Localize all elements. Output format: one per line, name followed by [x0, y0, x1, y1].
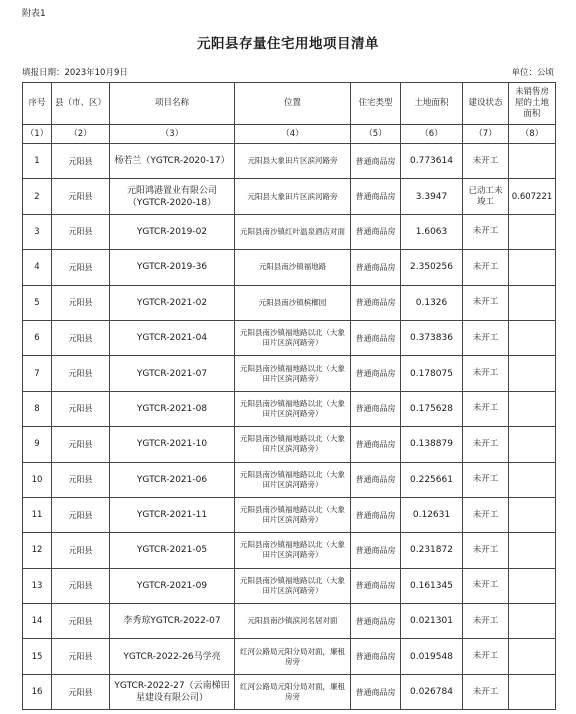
page-title: 元阳县存量住宅用地项目清单: [197, 36, 379, 52]
row-index: 15: [23, 639, 52, 674]
construction-status-cell: 未开工: [463, 285, 509, 320]
land-area-cell: 3.3947: [401, 179, 463, 214]
row-index: 6: [23, 320, 52, 355]
land-area-cell: 0.773614: [401, 144, 463, 179]
land-area-cell: 0.161345: [401, 568, 463, 603]
unsold-land-area-cell: [509, 214, 556, 249]
housing-type-cell: 普通商品房: [351, 179, 401, 214]
project-table: [22, 82, 556, 710]
unsold-land-area-cell: [509, 144, 556, 179]
project-name-cell: YGTCR-2019-36: [110, 250, 235, 285]
project-name-cell: 李秀琼YGTCR-2022-07: [110, 604, 235, 639]
unsold-land-area-cell: 0.607221: [509, 179, 556, 214]
table-row: [23, 144, 556, 179]
project-name-cell: YGTCR-2021-05: [110, 533, 235, 568]
table-row: [23, 639, 556, 674]
project-name-cell: YGTCR-2021-09: [110, 568, 235, 603]
land-area-cell: 0.12631: [401, 497, 463, 532]
column-number: （6）: [401, 125, 463, 144]
land-area-cell: 1.6063: [401, 214, 463, 249]
housing-type-cell: 普通商品房: [351, 320, 401, 355]
housing-type-cell: 普通商品房: [351, 639, 401, 674]
column-number: （8）: [509, 125, 556, 144]
project-name-cell: YGTCR-2021-11: [110, 497, 235, 532]
housing-type-cell: 普通商品房: [351, 427, 401, 462]
column-number: （3）: [110, 125, 235, 144]
land-area-cell: 0.175628: [401, 391, 463, 426]
construction-status-cell: 未开工: [463, 497, 509, 532]
project-name-cell: 杨若兰（YGTCR-2020-17）: [110, 144, 235, 179]
row-index: 16: [23, 674, 52, 709]
row-index: 13: [23, 568, 52, 603]
construction-status-cell: 未开工: [463, 639, 509, 674]
unsold-land-area-cell: [509, 497, 556, 532]
construction-status-cell: 未开工: [463, 144, 509, 179]
location-cell: 元阳县南沙镇滨河名居对面: [235, 604, 351, 639]
column-number: （5）: [351, 125, 401, 144]
county-cell: 元阳县: [52, 250, 110, 285]
location-cell: 元阳县南沙镇福地路以北（大象田片区滨河路旁）: [235, 497, 351, 532]
table-row: [23, 285, 556, 320]
project-name-cell: YGTCR-2021-02: [110, 285, 235, 320]
location-cell: 元阳县南沙镇槟榔园: [235, 285, 351, 320]
land-area-cell: 2.350256: [401, 250, 463, 285]
table-row: [23, 462, 556, 497]
construction-status-cell: 未开工: [463, 356, 509, 391]
table-row: [23, 497, 556, 532]
unsold-land-area-cell: [509, 604, 556, 639]
location-cell: 元阳县南沙镇福地路: [235, 250, 351, 285]
location-cell: 元阳县南沙镇福地路以北（大象田片区滨河路旁）: [235, 356, 351, 391]
land-area-cell: 0.019548: [401, 639, 463, 674]
unsold-land-area-cell: [509, 639, 556, 674]
table-row: [23, 674, 556, 709]
county-cell: 元阳县: [52, 604, 110, 639]
housing-type-cell: 普通商品房: [351, 356, 401, 391]
project-name-cell: YGTCR-2021-06: [110, 462, 235, 497]
construction-status-cell: 未开工: [463, 250, 509, 285]
row-index: 14: [23, 604, 52, 639]
housing-type-cell: 普通商品房: [351, 391, 401, 426]
column-header: 建设状态: [463, 83, 509, 125]
row-index: 8: [23, 391, 52, 426]
project-name-cell: YGTCR-2021-10: [110, 427, 235, 462]
project-name-cell: YGTCR-2021-04: [110, 320, 235, 355]
project-name-cell: YGTCR-2021-07: [110, 356, 235, 391]
unsold-land-area-cell: [509, 250, 556, 285]
row-index: 3: [23, 214, 52, 249]
unsold-land-area-cell: [509, 320, 556, 355]
county-cell: 元阳县: [52, 285, 110, 320]
column-header: 土地面积: [401, 83, 463, 125]
unsold-land-area-cell: [509, 391, 556, 426]
table-row: [23, 214, 556, 249]
row-index: 11: [23, 497, 52, 532]
location-cell: 元阳县南沙镇红叶温泉酒店对面: [235, 214, 351, 249]
location-cell: 元阳县南沙镇福地路以北（大象田片区滨河路旁）: [235, 391, 351, 426]
construction-status-cell: 未开工: [463, 568, 509, 603]
county-cell: 元阳县: [52, 214, 110, 249]
construction-status-cell: 未开工: [463, 674, 509, 709]
unsold-land-area-cell: [509, 674, 556, 709]
county-cell: 元阳县: [52, 533, 110, 568]
housing-type-cell: 普通商品房: [351, 674, 401, 709]
housing-type-cell: 普通商品房: [351, 533, 401, 568]
unsold-land-area-cell: [509, 356, 556, 391]
land-area-cell: 0.225661: [401, 462, 463, 497]
column-number: （4）: [235, 125, 351, 144]
table-row: [23, 533, 556, 568]
project-name-cell: YGTCR-2022-26马学亮: [110, 639, 235, 674]
location-cell: 元阳县南沙镇福地路以北（大象田片区滨河路旁）: [235, 533, 351, 568]
construction-status-cell: 未开工: [463, 427, 509, 462]
column-header: 住宅类型: [351, 83, 401, 125]
land-area-cell: 0.178075: [401, 356, 463, 391]
county-cell: 元阳县: [52, 391, 110, 426]
row-index: 12: [23, 533, 52, 568]
construction-status-cell: 未开工: [463, 533, 509, 568]
housing-type-cell: 普通商品房: [351, 144, 401, 179]
housing-type-cell: 普通商品房: [351, 462, 401, 497]
project-name-cell: YGTCR-2019-02: [110, 214, 235, 249]
column-number: （7）: [463, 125, 509, 144]
column-header: 未销售房屋的土地面积: [509, 83, 556, 125]
column-number: （2）: [52, 125, 110, 144]
unsold-land-area-cell: [509, 285, 556, 320]
table-row: [23, 250, 556, 285]
column-number-row: [23, 125, 556, 144]
county-cell: 元阳县: [52, 674, 110, 709]
construction-status-cell: 未开工: [463, 604, 509, 639]
construction-status-cell: 未开工: [463, 320, 509, 355]
row-index: 7: [23, 356, 52, 391]
location-cell: 红河公路局元阳分局对面，廉租房旁: [235, 639, 351, 674]
construction-status-cell: 未开工: [463, 214, 509, 249]
project-name-cell: YGTCR-2021-08: [110, 391, 235, 426]
land-area-cell: 0.1326: [401, 285, 463, 320]
table-row: [23, 179, 556, 214]
table-row: [23, 568, 556, 603]
row-index: 1: [23, 144, 52, 179]
housing-type-cell: 普通商品房: [351, 604, 401, 639]
row-index: 5: [23, 285, 52, 320]
housing-type-cell: 普通商品房: [351, 568, 401, 603]
row-index: 10: [23, 462, 52, 497]
county-cell: 元阳县: [52, 427, 110, 462]
land-area-cell: 0.026784: [401, 674, 463, 709]
county-cell: 元阳县: [52, 497, 110, 532]
county-cell: 元阳县: [52, 356, 110, 391]
row-index: 2: [23, 179, 52, 214]
table-row: [23, 604, 556, 639]
location-cell: 元阳县南沙镇福地路以北（大象田片区滨河路旁）: [235, 320, 351, 355]
column-header: 位置: [235, 83, 351, 125]
location-cell: 元阳县南沙镇福地路以北（大象田片区滨河路旁）: [235, 427, 351, 462]
housing-type-cell: 普通商品房: [351, 250, 401, 285]
housing-type-cell: 普通商品房: [351, 214, 401, 249]
construction-status-cell: 未开工: [463, 462, 509, 497]
project-name-cell: YGTCR-2022-27（云南梯田星建设有限公司）: [110, 674, 235, 709]
table-row: [23, 356, 556, 391]
unit-label: 单位：公顷: [511, 68, 554, 78]
location-cell: 元阳县南沙镇福地路以北（大象田片区滨河路旁）: [235, 462, 351, 497]
construction-status-cell: 未开工: [463, 391, 509, 426]
attachment-label: 附表1: [22, 9, 46, 19]
housing-type-cell: 普通商品房: [351, 285, 401, 320]
county-cell: 元阳县: [52, 462, 110, 497]
land-area-cell: 0.373836: [401, 320, 463, 355]
county-cell: 元阳县: [52, 320, 110, 355]
location-cell: 红河公路局元阳分局对面，廉租房旁: [235, 674, 351, 709]
table-row: [23, 427, 556, 462]
location-cell: 元阳县南沙镇福地路以北（大象田片区滨河路旁）: [235, 568, 351, 603]
report-date: 填报日期：2023年10月9日: [22, 68, 128, 78]
table-row: [23, 391, 556, 426]
location-cell: 元阳县大象田片区滨河路旁: [235, 179, 351, 214]
header-row: [23, 83, 556, 125]
column-number: （1）: [23, 125, 52, 144]
unsold-land-area-cell: [509, 568, 556, 603]
table-row: [23, 320, 556, 355]
column-header: 县（市、区）: [52, 83, 110, 125]
unsold-land-area-cell: [509, 533, 556, 568]
housing-type-cell: 普通商品房: [351, 497, 401, 532]
project-name-cell: 元阳鸿港置业有限公司（YGTCR-2020-18）: [110, 179, 235, 214]
column-header: 项目名称: [110, 83, 235, 125]
column-header: 序号: [23, 83, 52, 125]
location-cell: 元阳县大象田片区滨河路旁: [235, 144, 351, 179]
county-cell: 元阳县: [52, 179, 110, 214]
unsold-land-area-cell: [509, 462, 556, 497]
land-area-cell: 0.021301: [401, 604, 463, 639]
land-area-cell: 0.138879: [401, 427, 463, 462]
row-index: 4: [23, 250, 52, 285]
unsold-land-area-cell: [509, 427, 556, 462]
county-cell: 元阳县: [52, 144, 110, 179]
row-index: 9: [23, 427, 52, 462]
construction-status-cell: 已动工未竣工: [463, 179, 509, 214]
county-cell: 元阳县: [52, 639, 110, 674]
land-area-cell: 0.231872: [401, 533, 463, 568]
county-cell: 元阳县: [52, 568, 110, 603]
